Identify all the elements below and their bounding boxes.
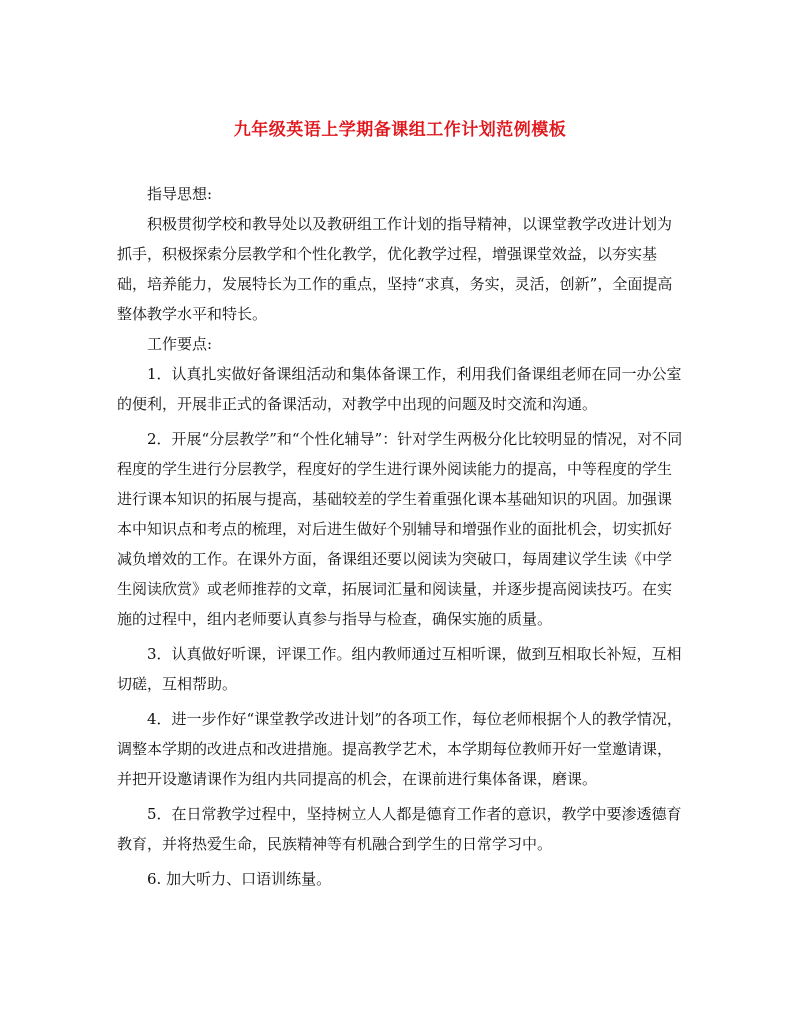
work-point-4: 4．进一步作好“课堂教学改进计划”的各项工作，每位老师根据个人的教学情况，调整本学期的改进点和改进措施。提高教学艺术，本学期每位教师开好一堂邀请课，并把开设邀请课作为组内共同提高的机会，在课前进行集体备课，磨课。 xyxy=(117,710,682,788)
work-point-2: 2．开展“分层教学”和“个性化辅导”：针对学生两极分化比较明显的情况，对不同程度的学生进行分层教学，程度好的学生进行课外阅读能力的提高，中等程度的学生进行课本知识的拓展与提高，基础较差的学生着重强化课本基础知识的巩固。加强课本中知识点和考点的梳理，对后进生做好个别辅导和增强作业的面批机会，切实抓好减负增效的工作。在课外方面，备课组还要以阅读为突破口，每周建议学生读《中学生阅读欣赏》或老师推荐的文章，拓展词汇量和阅读量，并逐步提高阅读技巧。在实施的过程中，组内老师要认真参与指导与检查，确保实施的质量。 xyxy=(117,430,683,628)
work-point-6: 6. 加大听力、口语训练量。 xyxy=(147,870,332,888)
work-point-1: 1．认真扎实做好备课组活动和集体备课工作，利用我们备课组老师在同一办公室的便利，开展非正式的备课活动，对教学中出现的问题及时交流和沟通。 xyxy=(117,365,682,413)
work-point-5: 5．在日常教学过程中，坚持树立人人都是德育工作者的意识，教学中要渗透德育教育，并将热爱生命，民族精神等有机融合到学生的日常学习中。 xyxy=(117,805,682,853)
section-label-guiding-thought: 指导思想: xyxy=(147,185,213,203)
work-point-3: 3．认真做好听课，评课工作。组内教师通过互相听课，做到互相取长补短，互相切磋，互相帮助。 xyxy=(117,645,682,693)
guiding-thought-paragraph: 积极贯彻学校和教导处以及教研组工作计划的指导精神，以课堂教学改进计划为抓手，积极探索分层教学和个性化教学，优化教学过程，增强课堂效益，以夯实基础，培养能力，发展特长为工作的重点，坚持“求真，务实，灵活，创新”，全面提高整体教学水平和特长。 xyxy=(117,215,673,323)
document-body xyxy=(117,179,683,899)
document-title: 九年级英语上学期备课组工作计划范例模板 xyxy=(233,120,567,140)
section-label-work-points: 工作要点: xyxy=(147,335,213,353)
